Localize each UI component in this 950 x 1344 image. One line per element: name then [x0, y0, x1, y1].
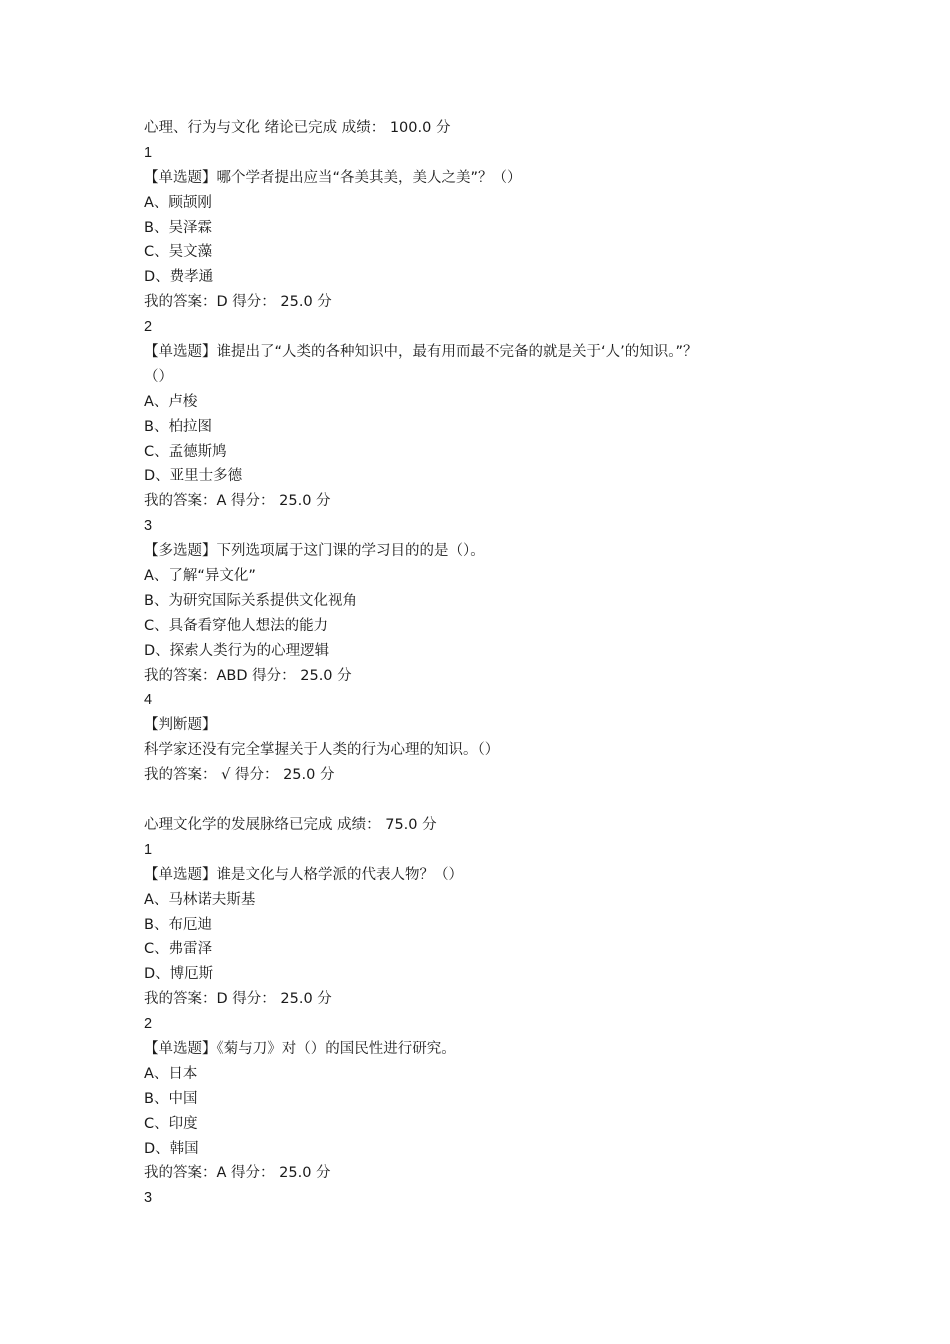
option-d: D、韩国 [144, 1140, 199, 1157]
question-number: 3 [144, 518, 153, 535]
option-d: D、费孝通 [144, 269, 214, 286]
option-c: C、弗雷泽 [144, 941, 213, 958]
section-header: 心理、行为与文化 绪论已完成 成绩： 100.0 分 [144, 120, 451, 136]
question-stem: 科学家还没有完全掌握关于人类的行为心理的知识。（） [144, 742, 500, 759]
option-b: B、为研究国际关系提供文化视角 [144, 592, 357, 609]
question-stem-continued: （） [144, 368, 173, 385]
option-c: C、孟德斯鸠 [144, 443, 227, 460]
question-number: 2 [144, 319, 153, 336]
question-stem: 【单选题】谁是文化与人格学派的代表人物？（） [144, 866, 463, 883]
my-answer: 我的答案： √ 得分： 25.0 分 [144, 767, 335, 784]
document-page [144, 116, 824, 1211]
option-d: D、亚里士多德 [144, 468, 243, 485]
option-b: B、柏拉图 [144, 418, 212, 435]
option-b: B、布厄迪 [144, 916, 212, 933]
option-d: D、博厄斯 [144, 966, 214, 983]
option-c: C、具备看穿他人想法的能力 [144, 617, 329, 634]
option-d: D、探索人类行为的心理逻辑 [144, 642, 330, 659]
question-number: 1 [144, 841, 153, 858]
question-number: 2 [144, 1016, 153, 1033]
my-answer: 我的答案：A 得分： 25.0 分 [144, 1165, 331, 1182]
my-answer: 我的答案：ABD 得分： 25.0 分 [144, 667, 352, 684]
option-a: A、了解“异文化” [144, 568, 256, 585]
question-stem: 【单选题】《菊与刀》对（）的国民性进行研究。 [144, 1040, 456, 1057]
option-a: A、卢梭 [144, 393, 198, 410]
question-stem: 【单选题】哪个学者提出应当“各美其美，美人之美”？（） [144, 169, 522, 186]
option-b: B、吴泽霖 [144, 219, 212, 236]
my-answer: 我的答案：D 得分： 25.0 分 [144, 991, 332, 1008]
question-stem: 【多选题】下列选项属于这门课的学习目的的是（）。 [144, 543, 485, 560]
section-spacer [144, 788, 824, 813]
option-a: A、日本 [144, 1065, 198, 1082]
option-a: A、马林诺夫斯基 [144, 891, 256, 908]
question-stem: 【单选题】谁提出了“人类的各种知识中，最有用而最不完备的就是关于‘人’的知识。”？ [144, 344, 698, 361]
my-answer: 我的答案：D 得分： 25.0 分 [144, 294, 332, 311]
option-c: C、印度 [144, 1115, 198, 1132]
question-number: 4 [144, 692, 153, 709]
question-number: 3 [144, 1190, 153, 1207]
option-a: A、顾颉刚 [144, 194, 212, 211]
option-b: B、中国 [144, 1090, 198, 1107]
section-header: 心理文化学的发展脉络已完成 成绩： 75.0 分 [144, 816, 437, 833]
question-type: 【判断题】 [144, 717, 217, 734]
my-answer: 我的答案：A 得分： 25.0 分 [144, 493, 331, 510]
option-c: C、吴文藻 [144, 244, 213, 261]
question-number: 1 [144, 144, 153, 161]
